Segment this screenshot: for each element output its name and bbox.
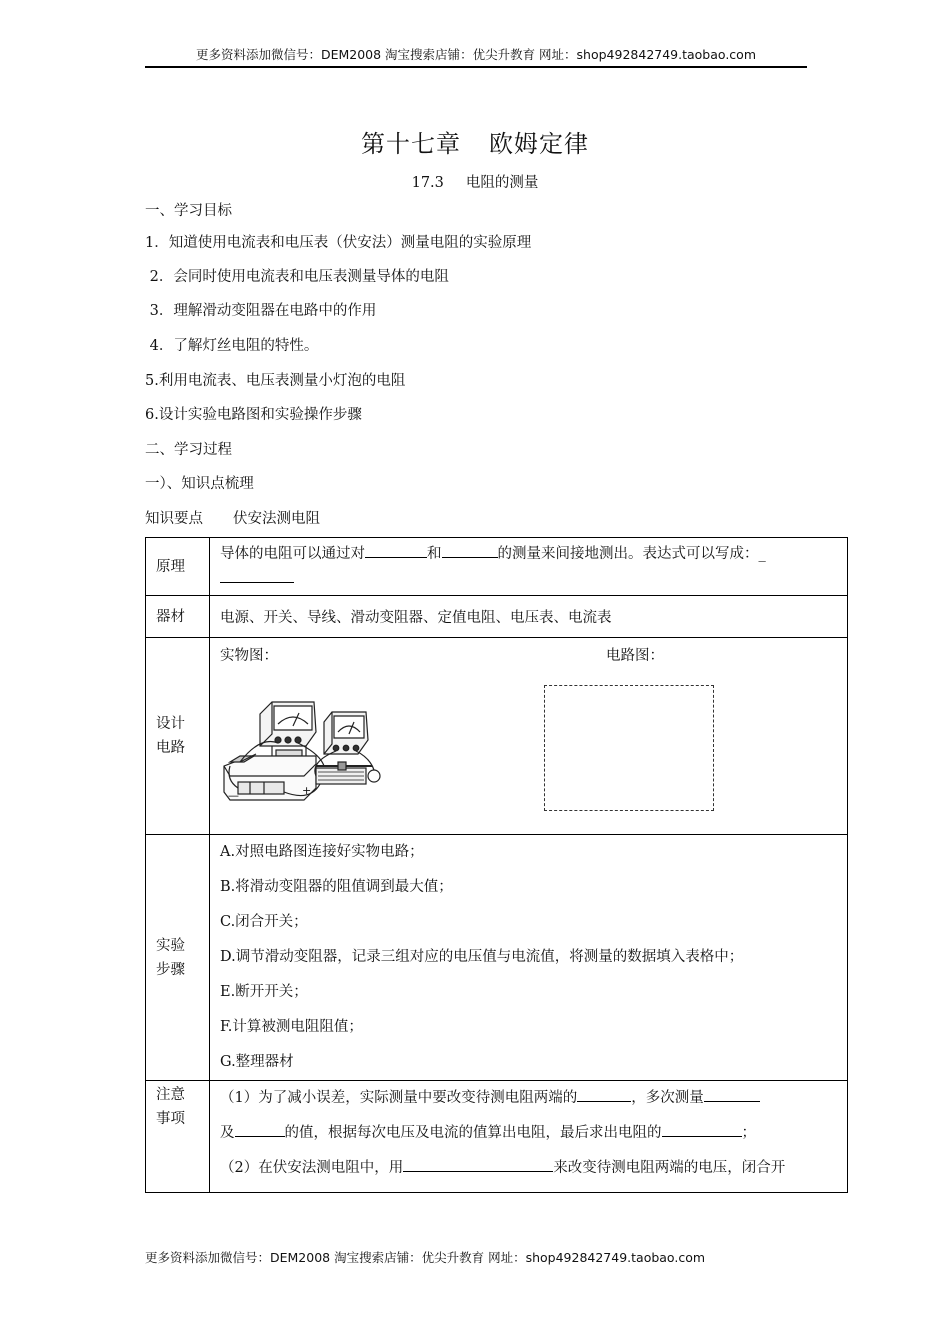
design-content — [210, 638, 848, 835]
goals-heading: 一、学习目标 — [145, 203, 232, 219]
step-item: A.对照电路图连接好实物电路； — [220, 844, 424, 860]
section-title — [0, 171, 950, 192]
fill-blank[interactable] — [365, 543, 427, 558]
row-notes — [146, 1081, 848, 1193]
knowledge-point-label: 知识要点 — [145, 511, 203, 527]
row-principle — [146, 538, 848, 596]
fill-blank[interactable] — [403, 1157, 553, 1172]
row-steps — [146, 835, 848, 1081]
step-item: F.计算被测电阻阻值； — [220, 1019, 363, 1035]
note-item-1: （1）为了减小误差，实际测量中要改变待测电阻两端的 ，多次测量 — [220, 1081, 837, 1116]
goal-item: 4．了解灯丝电阻的特性。 — [145, 338, 319, 354]
goal-item: 2．会同时使用电流表和电压表测量导体的电阻 — [145, 269, 449, 285]
chapter-name: 欧姆定律 — [489, 130, 589, 158]
knowledge-point-topic: 伏安法测电阻 — [233, 511, 320, 527]
goal-item: 5.利用电流表、电压表测量小灯泡的电阻 — [145, 373, 406, 389]
equipment-content: 电源、开关、导线、滑动变阻器、定值电阻、电压表、电流表 — [210, 596, 848, 638]
section-name: 电阻的测量 — [465, 175, 539, 191]
svg-text:—: — — [228, 789, 239, 802]
steps-label: 实验 步骤 — [146, 835, 210, 1081]
note-item-2: （2）在伏安法测电阻中，用 来改变待测电阻两端的电压，闭合开 — [220, 1151, 837, 1186]
row-equipment — [146, 596, 848, 638]
svg-text:+: + — [302, 784, 312, 797]
photo-label: 实物图： — [220, 648, 278, 664]
fill-blank[interactable] — [235, 1122, 285, 1137]
equipment-label: 器材 — [146, 596, 210, 638]
step-item: D.调节滑动变阻器，记录三组对应的电压值与电流值，将测量的数据填入表格中； — [220, 949, 744, 965]
circuit-drawing-box[interactable] — [544, 685, 714, 811]
section-number: 17.3 — [411, 175, 444, 191]
step-item: G.整理器材 — [220, 1054, 294, 1070]
knowledge-point — [145, 507, 320, 528]
notes-label: 注意 事项 — [146, 1081, 210, 1193]
goal-item: 1．知道使用电流表和电压表（伏安法）测量电阻的实验原理 — [145, 235, 532, 251]
fill-blank[interactable] — [704, 1087, 760, 1102]
steps-content — [210, 835, 848, 1081]
step-item: C.闭合开关； — [220, 914, 308, 930]
principle-label: 原理 — [146, 538, 210, 596]
page-footer: 更多资料添加微信号：DEM2008 淘宝搜索店铺：优尖升教育 网址：shop492842749.taobao.com — [145, 1250, 706, 1265]
sub-heading: 一）、知识点梳理 — [145, 476, 254, 492]
notes-content — [210, 1081, 848, 1193]
row-design — [146, 638, 848, 835]
fill-blank[interactable] — [220, 568, 294, 583]
chapter-number: 第十七章 — [361, 130, 461, 158]
principle-content: 导体的电阻可以通过对 和 的测量来间接地测出。表达式可以写成：_ — [210, 538, 848, 596]
page-header: 更多资料添加微信号：DEM2008 淘宝搜索店铺：优尖升教育 网址：shop492842749.taobao.com — [145, 46, 807, 68]
step-item: E.断开开关； — [220, 984, 308, 1000]
goal-item: 6.设计实验电路图和实验操作步骤 — [145, 407, 362, 423]
step-item: B.将滑动变阻器的阻值调到最大值； — [220, 879, 453, 895]
circuit-label: 电路图： — [606, 648, 664, 664]
fill-blank[interactable] — [442, 543, 498, 558]
fill-blank[interactable] — [662, 1122, 742, 1137]
design-label: 设计 电路 — [146, 638, 210, 835]
goal-item: 3．理解滑动变阻器在电路中的作用 — [145, 303, 377, 319]
fill-blank[interactable] — [577, 1087, 631, 1102]
note-item-1-cont: 及 的值，根据每次电压及电流的值算出电阻，最后求出电阻的 ； — [220, 1116, 837, 1151]
apparatus-illustration — [220, 696, 390, 816]
process-heading: 二、学习过程 — [145, 442, 232, 458]
chapter-title — [0, 124, 950, 159]
knowledge-table — [145, 537, 848, 1193]
